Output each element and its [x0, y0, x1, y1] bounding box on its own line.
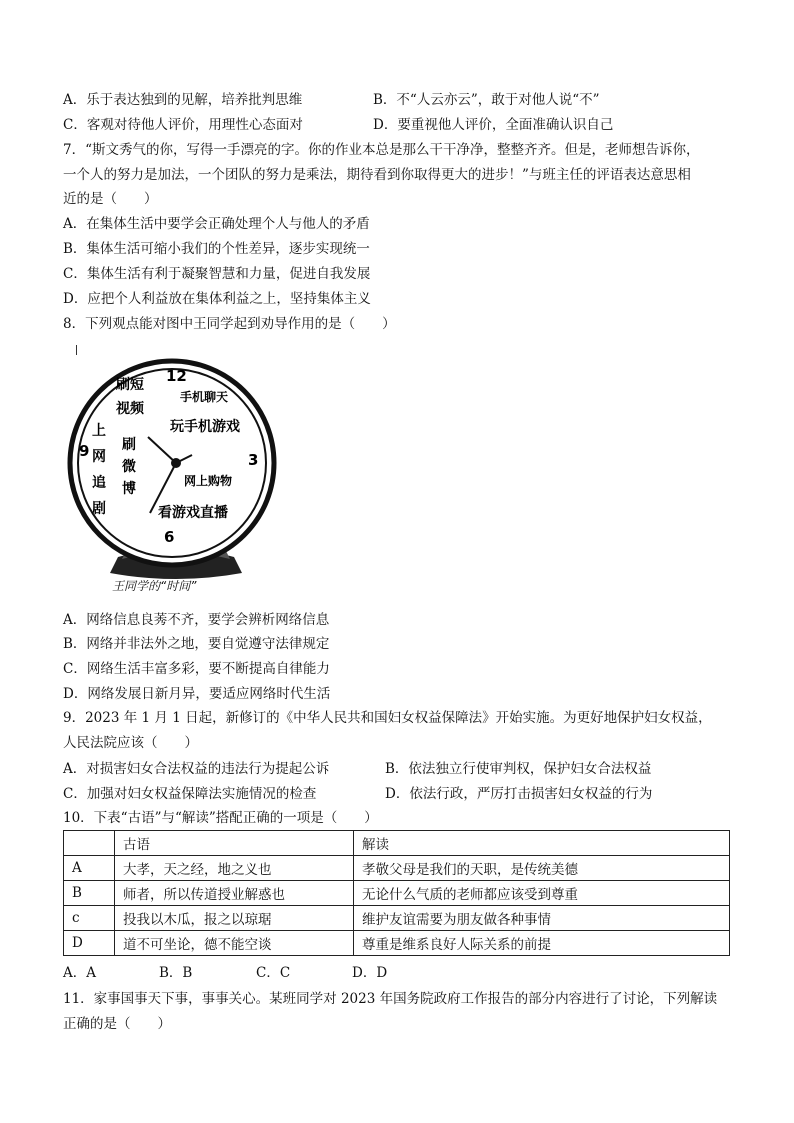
label-game-livestream: 看游戏直播: [158, 505, 228, 521]
label-weibo-3: 博: [122, 481, 136, 497]
q7-option-c: C．集体生活有利于凝聚智慧和力量，促进自我发展: [63, 266, 371, 282]
q6-option-d: D．要重视他人评价，全面准确认识自己: [373, 117, 614, 133]
clock-numeral-3: 3: [248, 451, 259, 469]
table-cell: B: [64, 881, 115, 906]
label-short-video-1: 刷短: [116, 377, 144, 393]
clock-numeral-9: 9: [79, 442, 90, 460]
clock-figure: [66, 345, 286, 595]
table-row: [64, 881, 730, 906]
q10-option-c: C．C: [256, 965, 291, 981]
label-drama-1: 上: [92, 423, 106, 439]
label-drama-4: 剧: [92, 501, 106, 517]
q9-option-b: B．依法独立行使审判权，保护妇女合法权益: [385, 761, 652, 777]
q8-stem: 8．下列观点能对图中王同学起到劝导作用的是（ ）: [63, 316, 396, 332]
table-cell: 投我以木瓜，报之以琼琚: [115, 906, 354, 931]
q6-option-a: A．乐于表达独到的见解，培养批判思维: [63, 92, 303, 108]
q8-option-c: C．网络生活丰富多彩，要不断提高自律能力: [63, 661, 330, 677]
q9-option-a: A．对损害妇女合法权益的违法行为提起公诉: [63, 761, 330, 777]
clock-center-pin: [171, 458, 181, 468]
table-header-cell: 古语: [115, 831, 354, 856]
table-cell: 尊重是维系良好人际关系的前提: [354, 931, 730, 956]
table-cell: 维护友谊需要为朋友做各种事情: [354, 906, 730, 931]
label-short-video-2: 视频: [116, 401, 144, 417]
table-row: [64, 856, 730, 881]
table-header-row: [64, 831, 730, 856]
table-header-cell: [64, 831, 115, 856]
label-drama-3: 追: [92, 475, 106, 491]
table-cell: D: [64, 931, 115, 956]
table-cell: 孝敬父母是我们的天职，是传统美德: [354, 856, 730, 881]
q6-option-b: B．不“人云亦云”，敢于对他人说“不”: [373, 92, 600, 108]
q7-option-b: B．集体生活可缩小我们的个性差异，逐步实现统一: [63, 241, 370, 257]
label-online-shopping: 网上购物: [184, 474, 233, 488]
table-cell: A: [64, 856, 115, 881]
table-header-cell: 解读: [354, 831, 730, 856]
q9-stem-line1: 9．2023 年 1 月 1 日起，新修订的《中华人民共和国妇女权益保障法》开始实施。为更好地保护妇女权益，: [63, 710, 712, 726]
q10-option-a: A．A: [63, 965, 96, 981]
clock-illustration: [66, 345, 286, 595]
label-phone-chat: 手机聊天: [180, 390, 229, 404]
table-row: [64, 906, 730, 931]
q7-stem-line2: 一个人的努力是加法，一个团队的努力是乘法，期待看到你取得更大的进步！”与班主任的评语表达意思相: [63, 167, 691, 183]
q10-option-d: D．D: [352, 965, 388, 981]
q9-option-d: D．依法行政，严厉打击损害妇女权益的行为: [385, 786, 653, 802]
label-weibo-1: 刷: [122, 437, 136, 453]
clock-numeral-12: 12: [166, 367, 187, 385]
q11-stem-line1: 11．家事国事天下事，事事关心。某班同学对 2023 年国务院政府工作报告的部分内容进行了讨论，下列解读: [63, 991, 718, 1007]
label-weibo-2: 微: [122, 459, 136, 475]
q9-option-c: C．加强对妇女权益保障法实施情况的检查: [63, 786, 317, 802]
table-cell: 道不可坐论，德不能空谈: [115, 931, 354, 956]
q7-option-d: D．应把个人利益放在集体利益之上，坚持集体主义: [63, 291, 371, 307]
q10-stem: 10．下表“古语”与“解读”搭配正确的一项是（ ）: [63, 810, 378, 826]
q7-stem-line1: 7．“斯文秀气的你，写得一手漂亮的字。你的作业本总是那么干干净净，整整齐齐。但是，老师想告诉你，: [63, 142, 700, 158]
figure-caption: 王同学的“时间”: [112, 579, 197, 593]
q8-option-d: D．网络发展日新月异，要适应网络时代生活: [63, 686, 331, 702]
table-row: [64, 931, 730, 956]
label-mobile-games: 玩手机游戏: [170, 419, 240, 435]
table-cell: 师者，所以传道授业解惑也: [115, 881, 354, 906]
table-cell: 大孝，天之经，地之义也: [115, 856, 354, 881]
q9-stem-line2: 人民法院应该（ ）: [63, 735, 198, 751]
q6-option-c: C．客观对待他人评价，用理性心态面对: [63, 117, 303, 133]
q8-option-a: A．网络信息良莠不齐，要学会辨析网络信息: [63, 612, 330, 628]
q10-table: [63, 830, 730, 956]
table-cell: 无论什么气质的老师都应该受到尊重: [354, 881, 730, 906]
clock-numeral-6: 6: [164, 528, 175, 546]
q10-option-b: B．B: [159, 965, 193, 981]
q7-stem-line3: 近的是（ ）: [63, 191, 158, 207]
q8-option-b: B．网络并非法外之地，要自觉遵守法律规定: [63, 636, 330, 652]
q7-option-a: A．在集体生活中要学会正确处理个人与他人的矛盾: [63, 216, 370, 232]
table-cell: c: [64, 906, 115, 931]
q11-stem-line2: 正确的是（ ）: [63, 1016, 171, 1032]
label-drama-2: 网: [92, 449, 106, 465]
